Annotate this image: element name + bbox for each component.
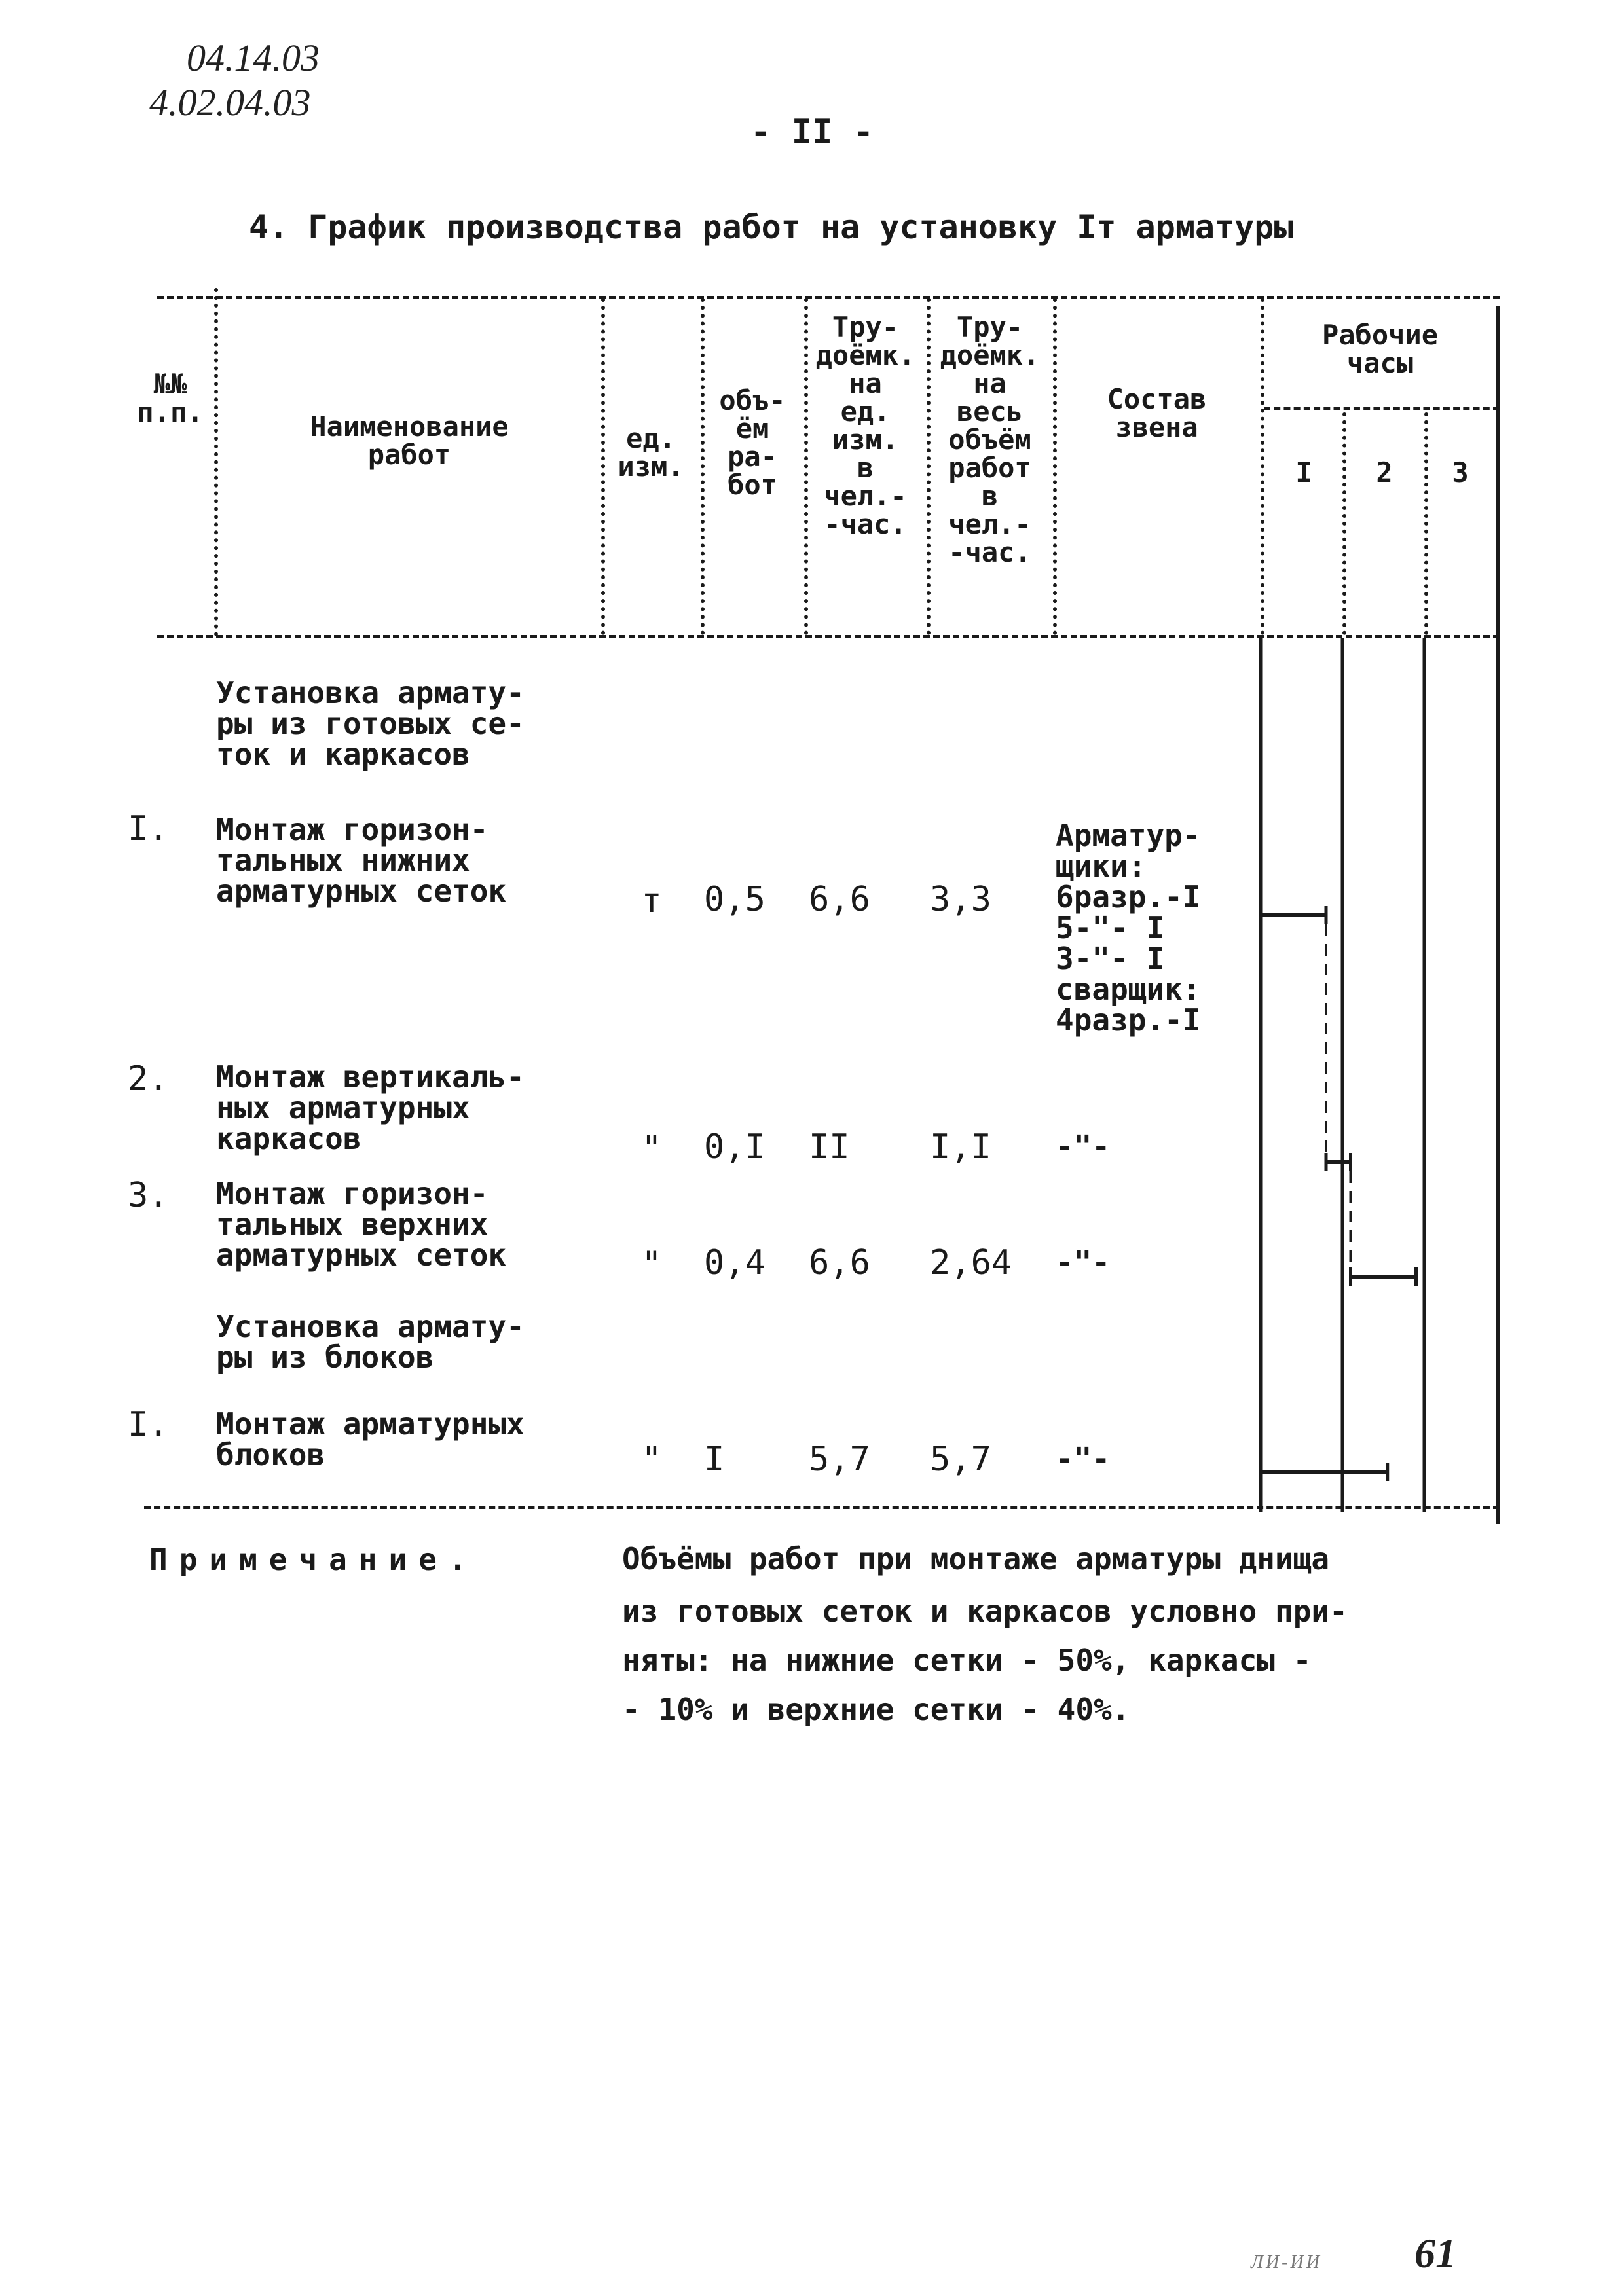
row-labor-unit: 6,6 <box>809 880 870 919</box>
row-volume: 0,5 <box>704 880 766 919</box>
row-crew: Арматур- щики: 6разр.-I 5-"- I 3-"- I сварщик: 4разр.-I <box>1056 818 1201 1038</box>
footer-page-number: 61 <box>1414 2230 1456 2276</box>
row-name: Монтаж горизон- тальных нижних арматурных сеток <box>216 812 507 909</box>
row-number: 3. <box>128 1176 169 1215</box>
row-number: I. <box>128 809 169 848</box>
note-line: из готовых сеток и каркасов условно при- <box>622 1594 1348 1629</box>
handwritten-code-2: 4.02.04.03 <box>149 81 311 124</box>
row-volume: I <box>704 1440 725 1479</box>
header-volume: объ- ём ра- бот <box>719 384 786 501</box>
row-labor-total: 5,7 <box>930 1440 991 1479</box>
footer-stamp: ЛИ-ИИ <box>1251 2252 1322 2272</box>
row-labor-unit: II <box>809 1127 850 1167</box>
header-labor-unit: Тру- доёмк. на ед. изм. в чел.- -час. <box>815 311 915 540</box>
row-volume: 0,I <box>704 1127 766 1167</box>
row-unit: т <box>641 881 662 920</box>
row-number: 2. <box>128 1059 169 1099</box>
header-labor-total: Тру- доёмк. на весь объём работ в чел.- -час. <box>940 311 1040 568</box>
group-heading: Установка армату- ры из готовых се- ток и каркасов <box>216 675 525 772</box>
note-line: няты: на нижние сетки - 50%, каркасы - <box>622 1643 1312 1678</box>
header-hour-3: 3 <box>1452 456 1469 488</box>
header-name: Наименование работ <box>310 410 509 471</box>
header-hour-2: 2 <box>1376 456 1393 488</box>
page-title: 4. График производства работ на установку Iт арматуры <box>249 208 1294 246</box>
schedule-bars <box>1261 906 1416 1481</box>
row-labor-total: I,I <box>930 1127 991 1167</box>
header-hours: Рабочие часы <box>1321 319 1438 379</box>
row-labor-unit: 5,7 <box>809 1440 870 1479</box>
row-volume: 0,4 <box>704 1243 766 1283</box>
row-crew: -"- <box>1056 1245 1111 1280</box>
note-line: Объёмы работ при монтаже арматуры днища <box>622 1541 1330 1576</box>
row-labor-total: 3,3 <box>930 880 991 919</box>
handwritten-code-1: 04.14.03 <box>187 37 320 79</box>
header-unit: ед. изм. <box>618 422 684 483</box>
group-heading: Установка армату- ры из блоков <box>216 1309 525 1375</box>
row-crew: -"- <box>1056 1441 1111 1476</box>
page-marker: - II - <box>750 113 874 152</box>
row-labor-total: 2,64 <box>930 1243 1012 1283</box>
header-num: №№ п.п. <box>137 368 204 428</box>
note-line: - 10% и верхние сетки - 40%. <box>622 1692 1130 1727</box>
row-unit: " <box>641 1129 662 1168</box>
note-label: Примечание. <box>149 1542 479 1577</box>
row-number: I. <box>128 1405 169 1444</box>
row-name: Монтаж арматурных блоков <box>216 1406 525 1472</box>
header-hour-1: I <box>1295 456 1312 488</box>
row-name: Монтаж вертикаль- ных арматурных каркасов <box>216 1059 525 1156</box>
row-unit: " <box>641 1440 662 1479</box>
row-name: Монтаж горизон- тальных верхних арматурных сеток <box>216 1176 507 1273</box>
row-unit: " <box>641 1245 662 1284</box>
header-crew: Состав звена <box>1107 383 1207 443</box>
row-crew: -"- <box>1056 1129 1111 1164</box>
row-labor-unit: 6,6 <box>809 1243 870 1283</box>
